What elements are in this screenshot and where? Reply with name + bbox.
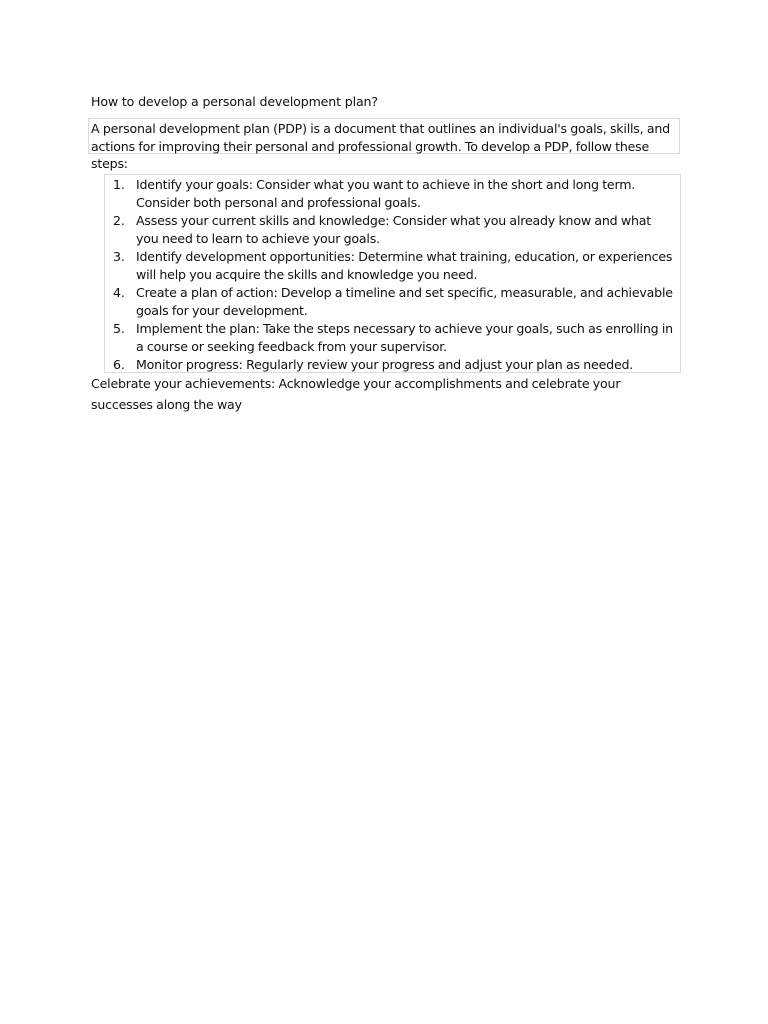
list-item-text: Identify your goals: Consider what you want to achieve in the short and long term. Consider both personal and professional goals. <box>136 177 636 210</box>
list-item <box>105 176 676 212</box>
intro-paragraph: A personal development plan (PDP) is a document that outlines an individual's goals, skills, and actions for improving their personal and professional growth. To develop a PDP, follow these steps: <box>88 118 680 154</box>
list-item-number: 6. <box>113 357 125 372</box>
list-item <box>105 248 676 284</box>
list-item-text: Monitor progress: Regularly review your progress and adjust your plan as needed. <box>136 357 634 372</box>
list-item <box>105 320 676 356</box>
list-item <box>105 284 676 320</box>
list-item-number: 5. <box>113 321 125 336</box>
steps-list <box>105 175 680 374</box>
steps-box <box>104 174 681 373</box>
list-item-number: 2. <box>113 213 125 228</box>
list-item-number: 3. <box>113 249 125 264</box>
list-item-text: Assess your current skills and knowledge: Consider what you already know and what you need to learn to achieve your goals. <box>136 213 651 246</box>
list-item-text: Create a plan of action: Develop a timeline and set specific, measurable, and achievable goals for your development. <box>136 285 673 318</box>
closing-paragraph: Celebrate your achievements: Acknowledge your accomplishments and celebrate your successes along the way <box>91 376 621 412</box>
list-item <box>105 356 676 374</box>
list-item-text: Implement the plan: Take the steps necessary to achieve your goals, such as enrolling in a course or seeking feedback from your supervisor. <box>136 321 673 354</box>
list-item-number: 1. <box>113 177 125 192</box>
list-item-number: 4. <box>113 285 125 300</box>
document-heading: How to develop a personal development plan? <box>91 94 378 109</box>
list-item <box>105 212 676 248</box>
list-item-text: Identify development opportunities: Determine what training, education, or experiences will help you acquire the skills and knowledge you need. <box>136 249 673 282</box>
